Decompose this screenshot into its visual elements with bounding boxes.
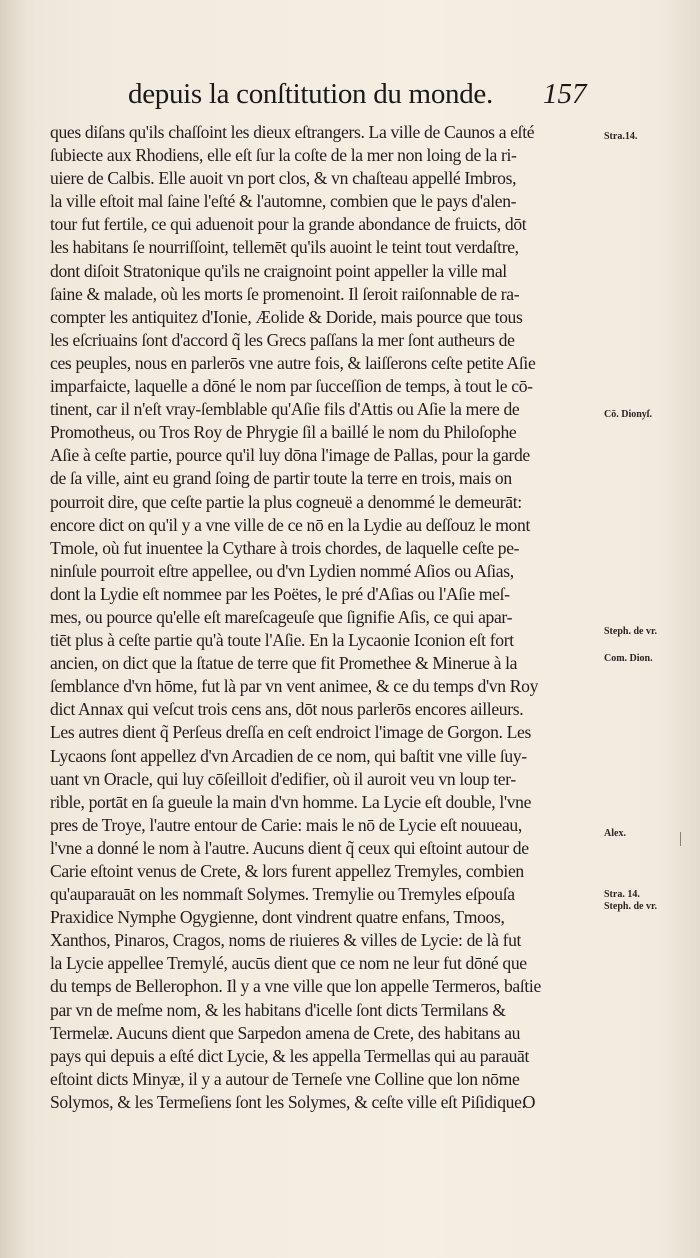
text-line: pourroit dire, que ceſte partie la plus cogneuë a denommé le demeurāt: (50, 491, 522, 512)
text-line: ſaine & malade, où les morts ſe promenoint. Il ſeroit raiſonnable de ra- (50, 283, 520, 304)
text-line: du temps de Bellerophon. Il y a vne ville que lon appelle Termeros, baſtie (50, 976, 541, 997)
text-line: pays qui depuis a eſté dict Lycie, & les appella Termellas qui au parauāt (50, 1045, 530, 1066)
margin-note: Stra. 14. (604, 889, 640, 900)
running-head: depuis la conſtitution du monde. (128, 78, 493, 110)
text-line: tour fut fertile, ce qui aduenoit pour la grande abondance de fruicts, dōt (50, 214, 527, 235)
text-line: Praxidice Nymphe Ogygienne, dont vindrent quatre enfans, Tmoos, (50, 907, 505, 928)
text-line: Solymos, & les Termeſiens ſont les Solymes, & ceſte ville eſt Piſidique. (50, 1091, 526, 1112)
margin-note: Steph. de vr. (604, 901, 657, 912)
text-line: Termelæ. Aucuns dient que Sarpedon amena de Crete, des habitans au (50, 1022, 521, 1043)
text-line: Carie eſtoint venus de Crete, & lors furent appellez Tremyles, combien (50, 861, 524, 881)
text-line: Xanthos, Pinaros, Cragos, noms de riuieres & villes de Lycie: de là fut (50, 930, 522, 951)
margin-note: Stra.14. (604, 131, 638, 142)
page-header (0, 74, 700, 114)
text-line: tinent, car il n'eſt vray-ſemblable qu'Aſie fils d'Attis ou Aſie la mere de (50, 399, 520, 420)
text-line: Aſie à ceſte partie, pource qu'il luy dōna l'image de Pallas, pour la garde (50, 445, 530, 466)
text-line: pres de Troye, l'autre entour de Carie: mais le nō de Lycie eſt nouueau, (50, 814, 522, 835)
text-line: tiēt plus à ceſte partie qu'à toute l'Aſie. En la Lycaonie Iconion eſt fort (50, 630, 514, 651)
text-line: ninſule pourroit eſtre appellee, ou d'vn Lydien nommé Aſios ou Aſias, (50, 560, 514, 581)
text-line: Promotheus, ou Tros Roy de Phrygie ſil a baillé le nom du Philoſophe (50, 422, 517, 443)
margin-note: Cō. Dionyſ. (604, 409, 653, 420)
text-line: mes, ou pource qu'elle eſt mareſcageuſe que ſignifie Aſis, ce qui apar- (50, 606, 513, 627)
text-line: dont diſoit Stratonique qu'ils ne craignoint point appeller la ville mal (50, 260, 507, 281)
text-line: Lycaons ſont appellez d'vn Arcadien de ce nom, qui baſtit vne ville ſuy- (50, 745, 527, 766)
text-line: ancien, on dict que la ſtatue de terre que fit Promethee & Minerue à la (50, 653, 518, 674)
text-line: rible, portāt en ſa gueule la main d'vn homme. La Lycie eſt double, l'vne (50, 791, 532, 812)
margin-note: Com. Dion. (604, 653, 653, 664)
signature-mark: O (522, 1092, 536, 1112)
text-line: l'vne a donné le nom à l'autre. Aucuns dient q̃ ceux qui eſtoint autour de (50, 837, 529, 858)
text-line: uant vn Oracle, qui luy cōſeilloit d'edifier, où il auroit veu vn loup ter- (50, 768, 516, 789)
text-line: ſubiecte aux Rhodiens, elle eſt ſur la coſte de la mer non loing de la ri- (50, 145, 517, 166)
text-line: ſemblance d'vn hōme, fut là par vn vent animee, & ce du temps d'vn Roy (50, 676, 539, 697)
text-line: la Lycie appellee Tremylé, aucūs dient que ce nom ne leur fut dōné que (50, 953, 527, 974)
text-line: la ville eſtoit mal ſaine l'eſté & l'automne, combien que le pays d'alen- (50, 191, 517, 212)
text-line: ques diſans qu'ils chaſſoint les dieux eſtrangers. La ville de Caunos a eſté (50, 122, 535, 142)
text-line: dont la Lydie eſt nommee par les Poëtes, le pré d'Aſias ou l'Aſie meſ- (50, 583, 510, 604)
text-line: compter les antiquitez d'Ionie, Æolide & Doride, mais pource que tous (50, 306, 523, 327)
margin-note: Alex. (604, 828, 626, 839)
text-line: de ſa ville, aint eu grand ſoing de partir toute la terre en trois, mais on (50, 468, 512, 489)
text-line: Tmole, où fut inuentee la Cythare à trois chordes, de laquelle ceſte pe- (50, 537, 520, 558)
text-line: dict Annax qui veſcut trois cens ans, dōt nous parlerōs encores ailleurs. (50, 699, 524, 720)
text-line: Les autres dient q̃ Perſeus dreſſa en ceſt endroict l'image de Gorgon. Les (50, 722, 531, 743)
text-line: eſtoint dicts Minyæ, il y a autour de Terneſe vne Colline que lon nōme (50, 1068, 520, 1089)
page-number: 157 (543, 78, 587, 110)
margin-note: Steph. de vr. (604, 626, 657, 637)
text-line: qu'auparauāt on les nommaſt Solymes. Tremylie ou Tremyles eſpouſa (50, 884, 515, 905)
text-line: ces peuples, nous en parlerōs vne autre fois, & laiſſerons ceſte petite Aſie (50, 352, 536, 373)
text-line: imparfaicte, laquelle a dōné le nom par ſucceſſion de temps, à tout le cō- (50, 376, 533, 397)
body-text (50, 121, 600, 1114)
text-line: encore dict on qu'il y a vne ville de ce nō en la Lydie au deſſouz le mont (50, 514, 530, 535)
text-line: les habitans ſe nourriſſoint, tellemēt qu'ils auoint le teint tout verdaſtre, (50, 237, 519, 258)
text-line: les eſcriuains ſont d'accord q̃ les Grecs paſſans la mer ſont autheurs de (50, 329, 515, 350)
page-edge-mark (680, 832, 691, 846)
text-line: uiere de Calbis. Elle auoit vn port clos, & vn chaſteau appellé Imbros, (50, 168, 517, 189)
text-line: par vn de meſme nom, & les habitans d'icelle ſont dicts Termilans & (50, 999, 506, 1020)
